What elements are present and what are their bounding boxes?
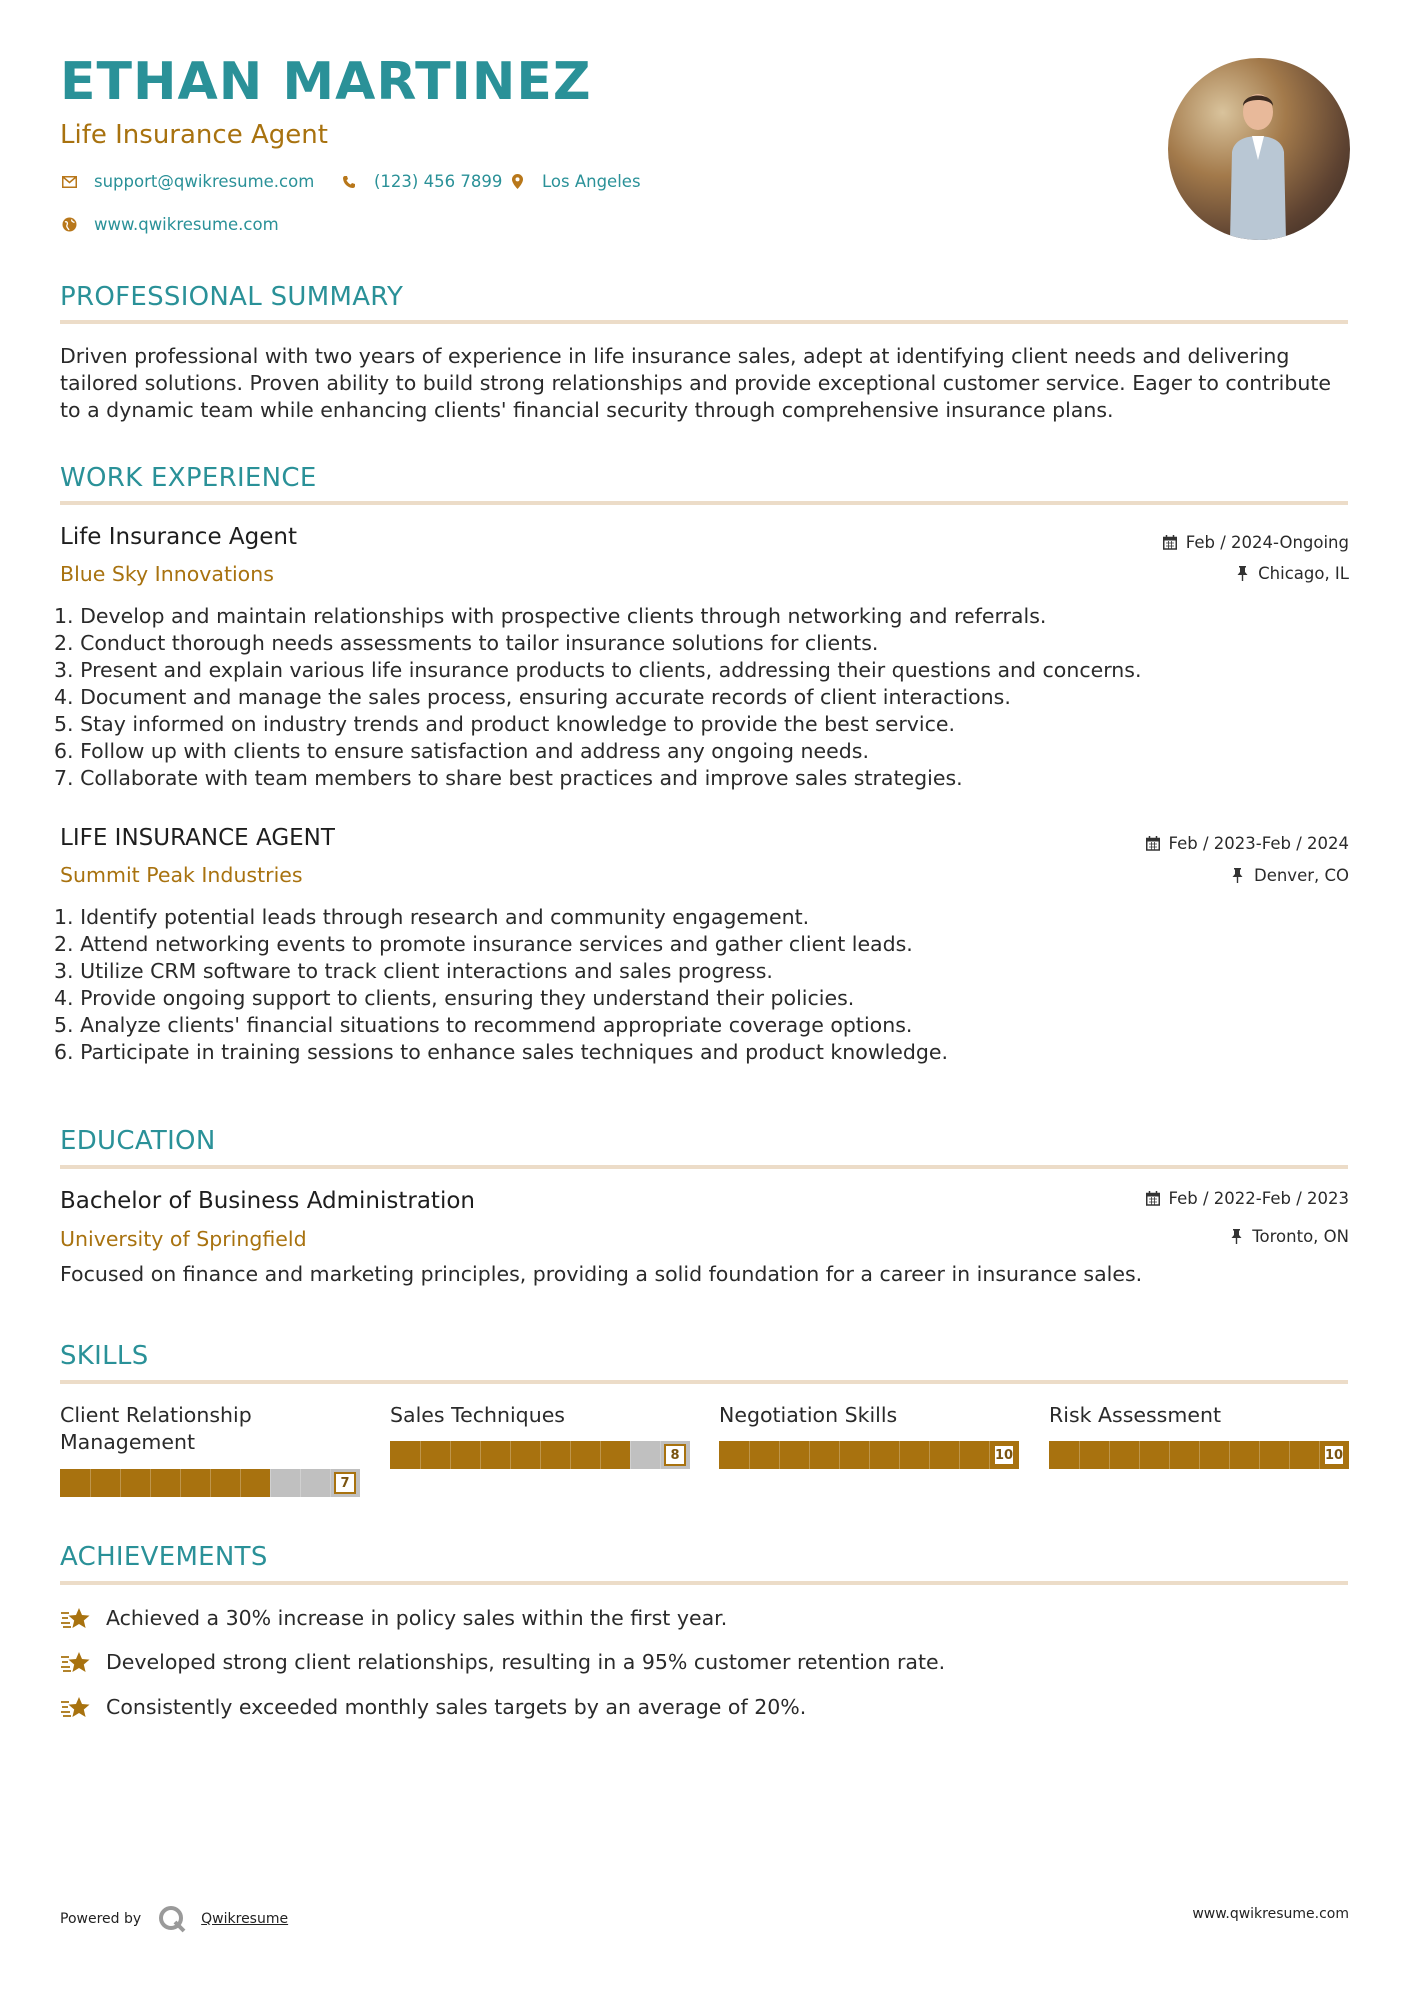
powered-by-text: Powered by bbox=[60, 1911, 142, 1927]
skill-bar-segment bbox=[1229, 1441, 1230, 1469]
skill-bar-segment bbox=[1139, 1441, 1140, 1469]
contact-location bbox=[508, 172, 641, 191]
skill-bar-segment bbox=[480, 1441, 481, 1469]
achievement-text: Developed strong client relationships, resulting in a 95% customer retention rate. bbox=[106, 1650, 946, 1674]
skill-bar-segment bbox=[330, 1469, 331, 1497]
section-divider bbox=[60, 501, 1348, 505]
skill-label: Client Relationship Management bbox=[60, 1403, 252, 1454]
shooting-star-icon bbox=[60, 1694, 92, 1720]
section-title-experience: WORK EXPERIENCE bbox=[60, 463, 317, 493]
section-divider bbox=[60, 1165, 1348, 1169]
skill-bar-segment bbox=[1289, 1441, 1290, 1469]
email-text: support@qwikresume.com bbox=[94, 172, 315, 191]
location-text: Los Angeles bbox=[542, 172, 641, 191]
footer-powered-by bbox=[60, 1904, 288, 1934]
job-responsibilities bbox=[54, 603, 1344, 792]
skill-bar-segment bbox=[600, 1441, 601, 1469]
skill-bar-segment bbox=[300, 1469, 301, 1497]
envelope-icon bbox=[60, 173, 78, 191]
skill-bar-segment bbox=[120, 1469, 121, 1497]
skill-bar bbox=[390, 1441, 690, 1469]
skill-bar-segment bbox=[839, 1441, 840, 1469]
candidate-name: ETHAN MARTINEZ bbox=[60, 52, 592, 112]
job-dates-text: Feb / 2024-Ongoing bbox=[1185, 533, 1349, 552]
skill-bar bbox=[60, 1469, 360, 1497]
skill-bar-fill bbox=[60, 1469, 270, 1497]
skill-bar-segment bbox=[1199, 1441, 1200, 1469]
qwikresume-logo-icon bbox=[157, 1904, 187, 1934]
section-title-achievements: ACHIEVEMENTS bbox=[60, 1542, 268, 1572]
list-item: 2. Conduct thorough needs assessments to tailor insurance solutions for clients. bbox=[54, 631, 879, 655]
skill-bar bbox=[1049, 1441, 1349, 1469]
skill-bar bbox=[719, 1441, 1019, 1469]
skill-bar-segment bbox=[1169, 1441, 1170, 1469]
shooting-star-icon bbox=[60, 1649, 92, 1675]
list-item: 6. Follow up with clients to ensure satisfaction and address any ongoing needs. bbox=[54, 739, 869, 763]
job-location-text: Chicago, IL bbox=[1258, 564, 1349, 583]
contact-website[interactable] bbox=[60, 215, 279, 234]
job-title: Life Insurance Agent bbox=[60, 524, 297, 550]
job-company: Blue Sky Innovations bbox=[60, 562, 274, 586]
section-divider bbox=[60, 1581, 1348, 1585]
skill-label: Sales Techniques bbox=[390, 1403, 565, 1427]
education-location-text: Toronto, ON bbox=[1252, 1227, 1349, 1246]
list-item: 7. Collaborate with team members to share best practices and improve sales strategies. bbox=[54, 766, 963, 790]
skill-bar-segment bbox=[210, 1469, 211, 1497]
list-item: 1. Develop and maintain relationships with prospective clients through networking and referrals. bbox=[54, 604, 1047, 628]
achievement-text: Achieved a 30% increase in policy sales within the first year. bbox=[106, 1606, 728, 1630]
section-title-summary: PROFESSIONAL SUMMARY bbox=[60, 282, 404, 312]
list-item: 4. Provide ongoing support to clients, ensuring they understand their policies. bbox=[54, 986, 855, 1010]
skill-bar-segment bbox=[150, 1469, 151, 1497]
skill-bar-segment bbox=[929, 1441, 930, 1469]
list-item: 4. Document and manage the sales process, ensuring accurate records of client interactions. bbox=[54, 685, 1011, 709]
list-item: 6. Participate in training sessions to enhance sales techniques and product knowledge. bbox=[54, 1040, 949, 1064]
skill-bar-segment bbox=[779, 1441, 780, 1469]
skill-level-badge: 7 bbox=[334, 1472, 356, 1494]
skill-bar-segment bbox=[1109, 1441, 1110, 1469]
phone-icon bbox=[340, 173, 358, 191]
list-item: 2. Attend networking events to promote insurance services and gather client leads. bbox=[54, 932, 913, 956]
job-title: LIFE INSURANCE AGENT bbox=[60, 825, 335, 851]
section-title-skills: SKILLS bbox=[60, 1341, 149, 1371]
skill-bar-segment bbox=[540, 1441, 541, 1469]
shooting-star-icon bbox=[60, 1605, 92, 1631]
list-item: 1. Identify potential leads through research and community engagement. bbox=[54, 905, 810, 929]
skill-bar-segment bbox=[869, 1441, 870, 1469]
skill-bar-segment bbox=[630, 1441, 631, 1469]
skill-label: Negotiation Skills bbox=[719, 1403, 898, 1427]
candidate-role: Life Insurance Agent bbox=[60, 120, 328, 150]
skill-bar-segment bbox=[180, 1469, 181, 1497]
education-dates-text: Feb / 2022-Feb / 2023 bbox=[1168, 1189, 1349, 1208]
website-text: www.qwikresume.com bbox=[94, 215, 279, 234]
contact-phone[interactable] bbox=[340, 172, 502, 191]
achievement-item bbox=[60, 1694, 806, 1720]
education-description: Focused on finance and marketing principles, providing a solid foundation for a career in insurance sales. bbox=[60, 1262, 1143, 1286]
skill-bar-segment bbox=[1259, 1441, 1260, 1469]
list-item: 3. Present and explain various life insurance products to clients, addressing their questions and concerns. bbox=[54, 658, 1142, 682]
skill-level-badge: 10 bbox=[1323, 1444, 1345, 1466]
skill-bar-segment bbox=[809, 1441, 810, 1469]
list-item: 5. Stay informed on industry trends and product knowledge to provide the best service. bbox=[54, 712, 955, 736]
skill-bar-segment bbox=[420, 1441, 421, 1469]
skill-level-badge: 8 bbox=[664, 1444, 686, 1466]
section-title-education: EDUCATION bbox=[60, 1126, 216, 1156]
skill-bar-segment bbox=[989, 1441, 990, 1469]
skill-bar-segment bbox=[899, 1441, 900, 1469]
globe-icon bbox=[60, 216, 78, 234]
profile-photo bbox=[1168, 58, 1350, 240]
job-location bbox=[1234, 564, 1349, 583]
contact-email[interactable] bbox=[60, 172, 314, 191]
education-location bbox=[1228, 1227, 1349, 1246]
job-dates bbox=[1145, 834, 1349, 853]
achievement-text: Consistently exceeded monthly sales targets by an average of 20%. bbox=[106, 1695, 807, 1719]
summary-text: Driven professional with two years of experience in life insurance sales, adept at identifying client needs and delivering tailored solutions. Proven ability to build strong relationships and provide exceptional customer service. Eager to contribute to a dynamic team while enhancing clients' financial security through comprehensive insurance plans. bbox=[60, 344, 1332, 422]
job-dates bbox=[1162, 533, 1349, 552]
qwikresume-link[interactable]: Qwikresume bbox=[201, 1911, 289, 1927]
section-divider bbox=[60, 1380, 1348, 1384]
degree-title: Bachelor of Business Administration bbox=[60, 1188, 475, 1214]
skill-bar-segment bbox=[1079, 1441, 1080, 1469]
calendar-icon bbox=[1145, 1191, 1161, 1207]
skill-bar-segment bbox=[570, 1441, 571, 1469]
skill-bar-segment bbox=[270, 1469, 271, 1497]
job-dates-text: Feb / 2023-Feb / 2024 bbox=[1168, 834, 1349, 853]
calendar-icon bbox=[1145, 836, 1161, 852]
skill-level-badge: 10 bbox=[993, 1444, 1015, 1466]
phone-text: (123) 456 7899 bbox=[374, 172, 503, 191]
school-name: University of Springfield bbox=[60, 1227, 307, 1251]
skill-label: Risk Assessment bbox=[1049, 1403, 1221, 1427]
section-divider bbox=[60, 320, 1348, 324]
achievement-item bbox=[60, 1649, 945, 1675]
person-silhouette bbox=[1226, 80, 1290, 240]
education-dates bbox=[1145, 1189, 1349, 1208]
list-item: 3. Utilize CRM software to track client interactions and sales progress. bbox=[54, 959, 773, 983]
skill-bar-segment bbox=[90, 1469, 91, 1497]
skill-bar-segment bbox=[450, 1441, 451, 1469]
map-pin-icon bbox=[508, 173, 526, 191]
list-item: 5. Analyze clients' financial situations to recommend appropriate coverage options. bbox=[54, 1013, 913, 1037]
job-responsibilities bbox=[54, 904, 1344, 1066]
skill-bar-segment bbox=[1319, 1441, 1320, 1469]
skill-bar-segment bbox=[510, 1441, 511, 1469]
skill-bar-segment bbox=[660, 1441, 661, 1469]
job-location-text: Denver, CO bbox=[1253, 866, 1349, 885]
skill-bar-segment bbox=[749, 1441, 750, 1469]
pushpin-icon bbox=[1230, 868, 1246, 884]
calendar-icon bbox=[1162, 535, 1178, 551]
achievement-item bbox=[60, 1605, 727, 1631]
job-location bbox=[1230, 866, 1349, 885]
job-company: Summit Peak Industries bbox=[60, 863, 303, 887]
pushpin-icon bbox=[1228, 1229, 1244, 1245]
pushpin-icon bbox=[1234, 566, 1250, 582]
skill-bar-segment bbox=[959, 1441, 960, 1469]
footer-url[interactable]: www.qwikresume.com bbox=[1192, 1906, 1349, 1922]
skill-bar-segment bbox=[240, 1469, 241, 1497]
